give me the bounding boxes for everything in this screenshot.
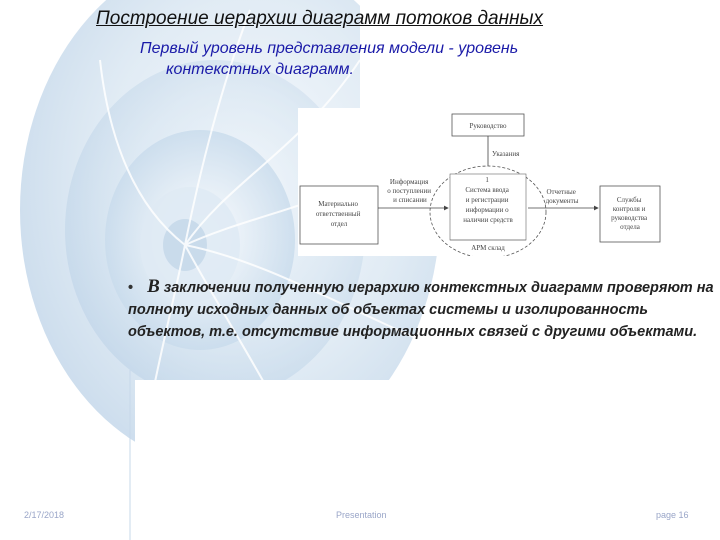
info-flow-line: и списании: [393, 196, 427, 204]
subtitle-line-1: Первый уровень представления модели - уровень: [140, 40, 519, 57]
info-flow-line: о поступлении: [387, 187, 432, 195]
process-line: и регистрации: [465, 196, 509, 204]
management-box-label: Руководство: [469, 122, 507, 130]
bullet-dot: •: [128, 280, 134, 296]
control-services-line: руководства: [611, 214, 648, 222]
reports-flow-line: документы: [545, 197, 579, 205]
bullet-paragraph: [128, 276, 718, 343]
process-line: 1: [485, 176, 489, 184]
accountable-dept-line: ответственный: [315, 210, 361, 218]
info-flow-line: Информация: [389, 178, 429, 186]
control-services-line: Службы: [616, 196, 642, 204]
instructions-flow-label: Указания: [492, 150, 520, 158]
process-line: наличии средств: [463, 216, 513, 224]
process-line: информации о: [465, 206, 509, 214]
accountable-dept-line: Материально: [318, 200, 358, 208]
footer-date: 2/17/2018: [24, 510, 65, 520]
accountable-dept-line: отдел: [330, 220, 348, 228]
slide-subtitle: [140, 38, 700, 80]
subtitle-line-2: контекстных диаграмм.: [166, 61, 354, 78]
footer-page-number: page 16: [656, 510, 689, 520]
process-owner-label: АРМ склад: [471, 244, 505, 252]
footer-presentation: Presentation: [336, 510, 387, 520]
process-line: Система ввода: [465, 186, 509, 194]
info-flow-label: [387, 178, 433, 204]
bullet-cap-letter: В: [147, 276, 160, 297]
bullet-text: заключении полученную иерархию контекстных диаграмм проверяют на полноту исходных данных об объектах системы и изолированность объектов, т.е. отсутствие информационных связей с другими объектами.: [128, 280, 714, 340]
reports-flow-label: [546, 188, 579, 205]
reports-flow-line: Отчетные: [546, 188, 576, 196]
control-services-line: отдела: [620, 223, 640, 231]
context-diagram: [298, 108, 664, 256]
slide-title: Построение иерархии диаграмм потоков данных: [96, 8, 544, 29]
control-services-line: контроля и: [612, 205, 646, 213]
